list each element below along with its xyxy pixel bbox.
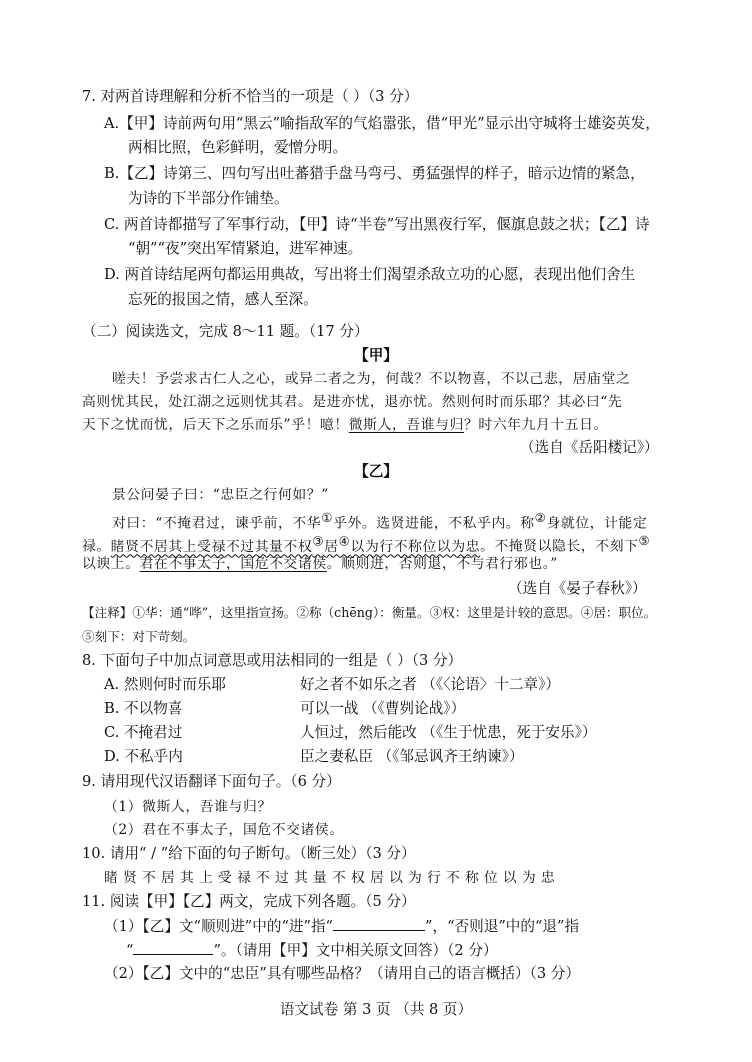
q7-option-a-line2: 两相比照，色彩鲜明，爱憎分明。 [128, 139, 347, 156]
passage-yi-line1: 景公问晏子曰：“忠臣之行何如？” [112, 487, 329, 503]
q7-option-b-line1: B.【乙】诗第三、四句写出吐蕃猎手盘马弯弓、勇猛强悍的样子，暗示边情的紧急， [104, 165, 645, 182]
answer-blank-1[interactable] [333, 916, 425, 931]
annotations-line1: 【注释】①华：通“哗”，这里指宣扬。②称（chēng）：衡量。③权：这里是计较的意思。④居：职位。 [82, 605, 657, 620]
q9-sentence-2: （2）君在不事太子，国危不交诸侯。 [104, 822, 344, 838]
q7-option-a-line1: A.【甲】诗前两句用“黑云”喻指敌军的气焰嚣张，借“甲光”显示出守城将士雄姿英发， [104, 115, 660, 132]
passage-jia-heading: 【甲】 [354, 347, 398, 364]
passage-jia-source: （选自《岳阳楼记》） [520, 439, 659, 456]
q7-option-d-line2: 忘死的报国之情，感人至深。 [128, 291, 318, 308]
q9-sentence-1: （1）微斯人，吾谁与归？ [104, 799, 272, 815]
q8-option-c: C. 不掩君过 人恒过，然后能改 （《生于忧患，死于安乐》） [104, 724, 597, 741]
answer-blank-2[interactable] [133, 940, 213, 955]
underlined-phrase: 微斯人，吾谁与归 [348, 417, 464, 433]
passage-jia-line3: 天下之忧而忧，后天下之乐而乐”乎！噫！微斯人，吾谁与归？时六年九月十五日。 [82, 417, 608, 433]
q10-sentence: 睹贤不居其上受禄不过其量不权居以为行不称位以为忠 [104, 870, 560, 886]
q8-option-d: D. 不私乎内 臣之妻私臣 （《邹忌讽齐王纳谏》） [104, 748, 524, 765]
q7-option-c-line2: “朝”“夜”突出军情紧迫，进军神速。 [128, 240, 363, 257]
passage-yi-line2: 对曰：“不掩君过，谏乎前，不华①乎外。选贤进能，不私乎内。称②身就位，计能定 [112, 510, 648, 532]
q7-option-d-line1: D. 两首诗结尾两句都运用典故，写出将士们渴望杀敌立功的心愿，表现出他们舍生 [104, 266, 636, 283]
q7-option-c-line1: C. 两首诗都描写了军事行动，【甲】诗“半卷”写出黑夜行军，偃旗息鼓之状；【乙】诗 [104, 216, 650, 233]
q7-stem: 7. 对两首诗理解和分析不恰当的一项是（ ）（3 分） [82, 88, 419, 105]
page-footer: 语文试卷 第 3 页 （共 8 页） [279, 1001, 473, 1018]
q8-option-a: A. 然则何时而乐耶 好之者不如乐之者 （《〈论语〉十二章》） [104, 676, 561, 693]
q7-option-b-line2: 为诗的下半部分作铺垫。 [128, 190, 289, 207]
annotations-line2: ⑤刻下：对下苛刻。 [82, 629, 196, 644]
underlined-phrase: 君在不事太子，国危不交诸侯 [139, 556, 327, 572]
q8-stem: 8. 下面句子中加点词意思或用法相同的一组是（ ）（3 分） [82, 652, 463, 669]
wavy-underlined-sentence: 睹贤不居其上受禄不过其量不权③居④以为行不称位以为忠 [110, 533, 481, 555]
q9-stem: 9. 请用现代汉语翻译下面句子。（6 分） [82, 773, 341, 790]
q10-stem: 10. 请用“ / ”给下面的句子断句。（断三处）（3 分） [82, 845, 416, 862]
passage-yi-line4: 以谀上。君在不事太子，国危不交诸侯。顺则进，否则退，不与君行邪也。” [82, 556, 558, 572]
q11-part1-line1: （1）【乙】文“顺则进”中的“进”指“ ”，“否则退”中的“退”指 [104, 918, 580, 935]
passage-yi-line3: 禄。睹贤不居其上受禄不过其量不权③居④以为行不称位以为忠。不掩贤以隐长，不刻下⑤ [82, 533, 651, 555]
q11-part2: （2）【乙】文中的“忠臣”具有哪些品格？（请用自己的语言概括）（3 分） [104, 965, 580, 982]
passage-jia-line1: 嗟夫！予尝求古仁人之心，或异二者之为，何哉？不以物喜，不以己悲，居庙堂之 [112, 371, 631, 387]
passage-yi-source: （选自《晏子春秋》） [508, 580, 647, 597]
passage-yi-heading: 【乙】 [354, 463, 398, 480]
passage-jia-line2: 高则忧其民，处江湖之远则忧其君。是进亦忧，退亦忧。然则何时而乐耶？其必曰“先 [82, 394, 623, 410]
q11-stem: 11. 阅读【甲】【乙】两文，完成下列各题。（5 分） [82, 893, 416, 910]
q11-part1-line2: “ ”。（请用【甲】文中相关原文回答）（2 分） [126, 942, 498, 959]
section-2-title: （二）阅读选文，完成 8～11 题。（17 分） [82, 323, 369, 340]
q8-option-b: B. 不以物喜 可以一战 （《曹刿论战》） [104, 700, 466, 717]
